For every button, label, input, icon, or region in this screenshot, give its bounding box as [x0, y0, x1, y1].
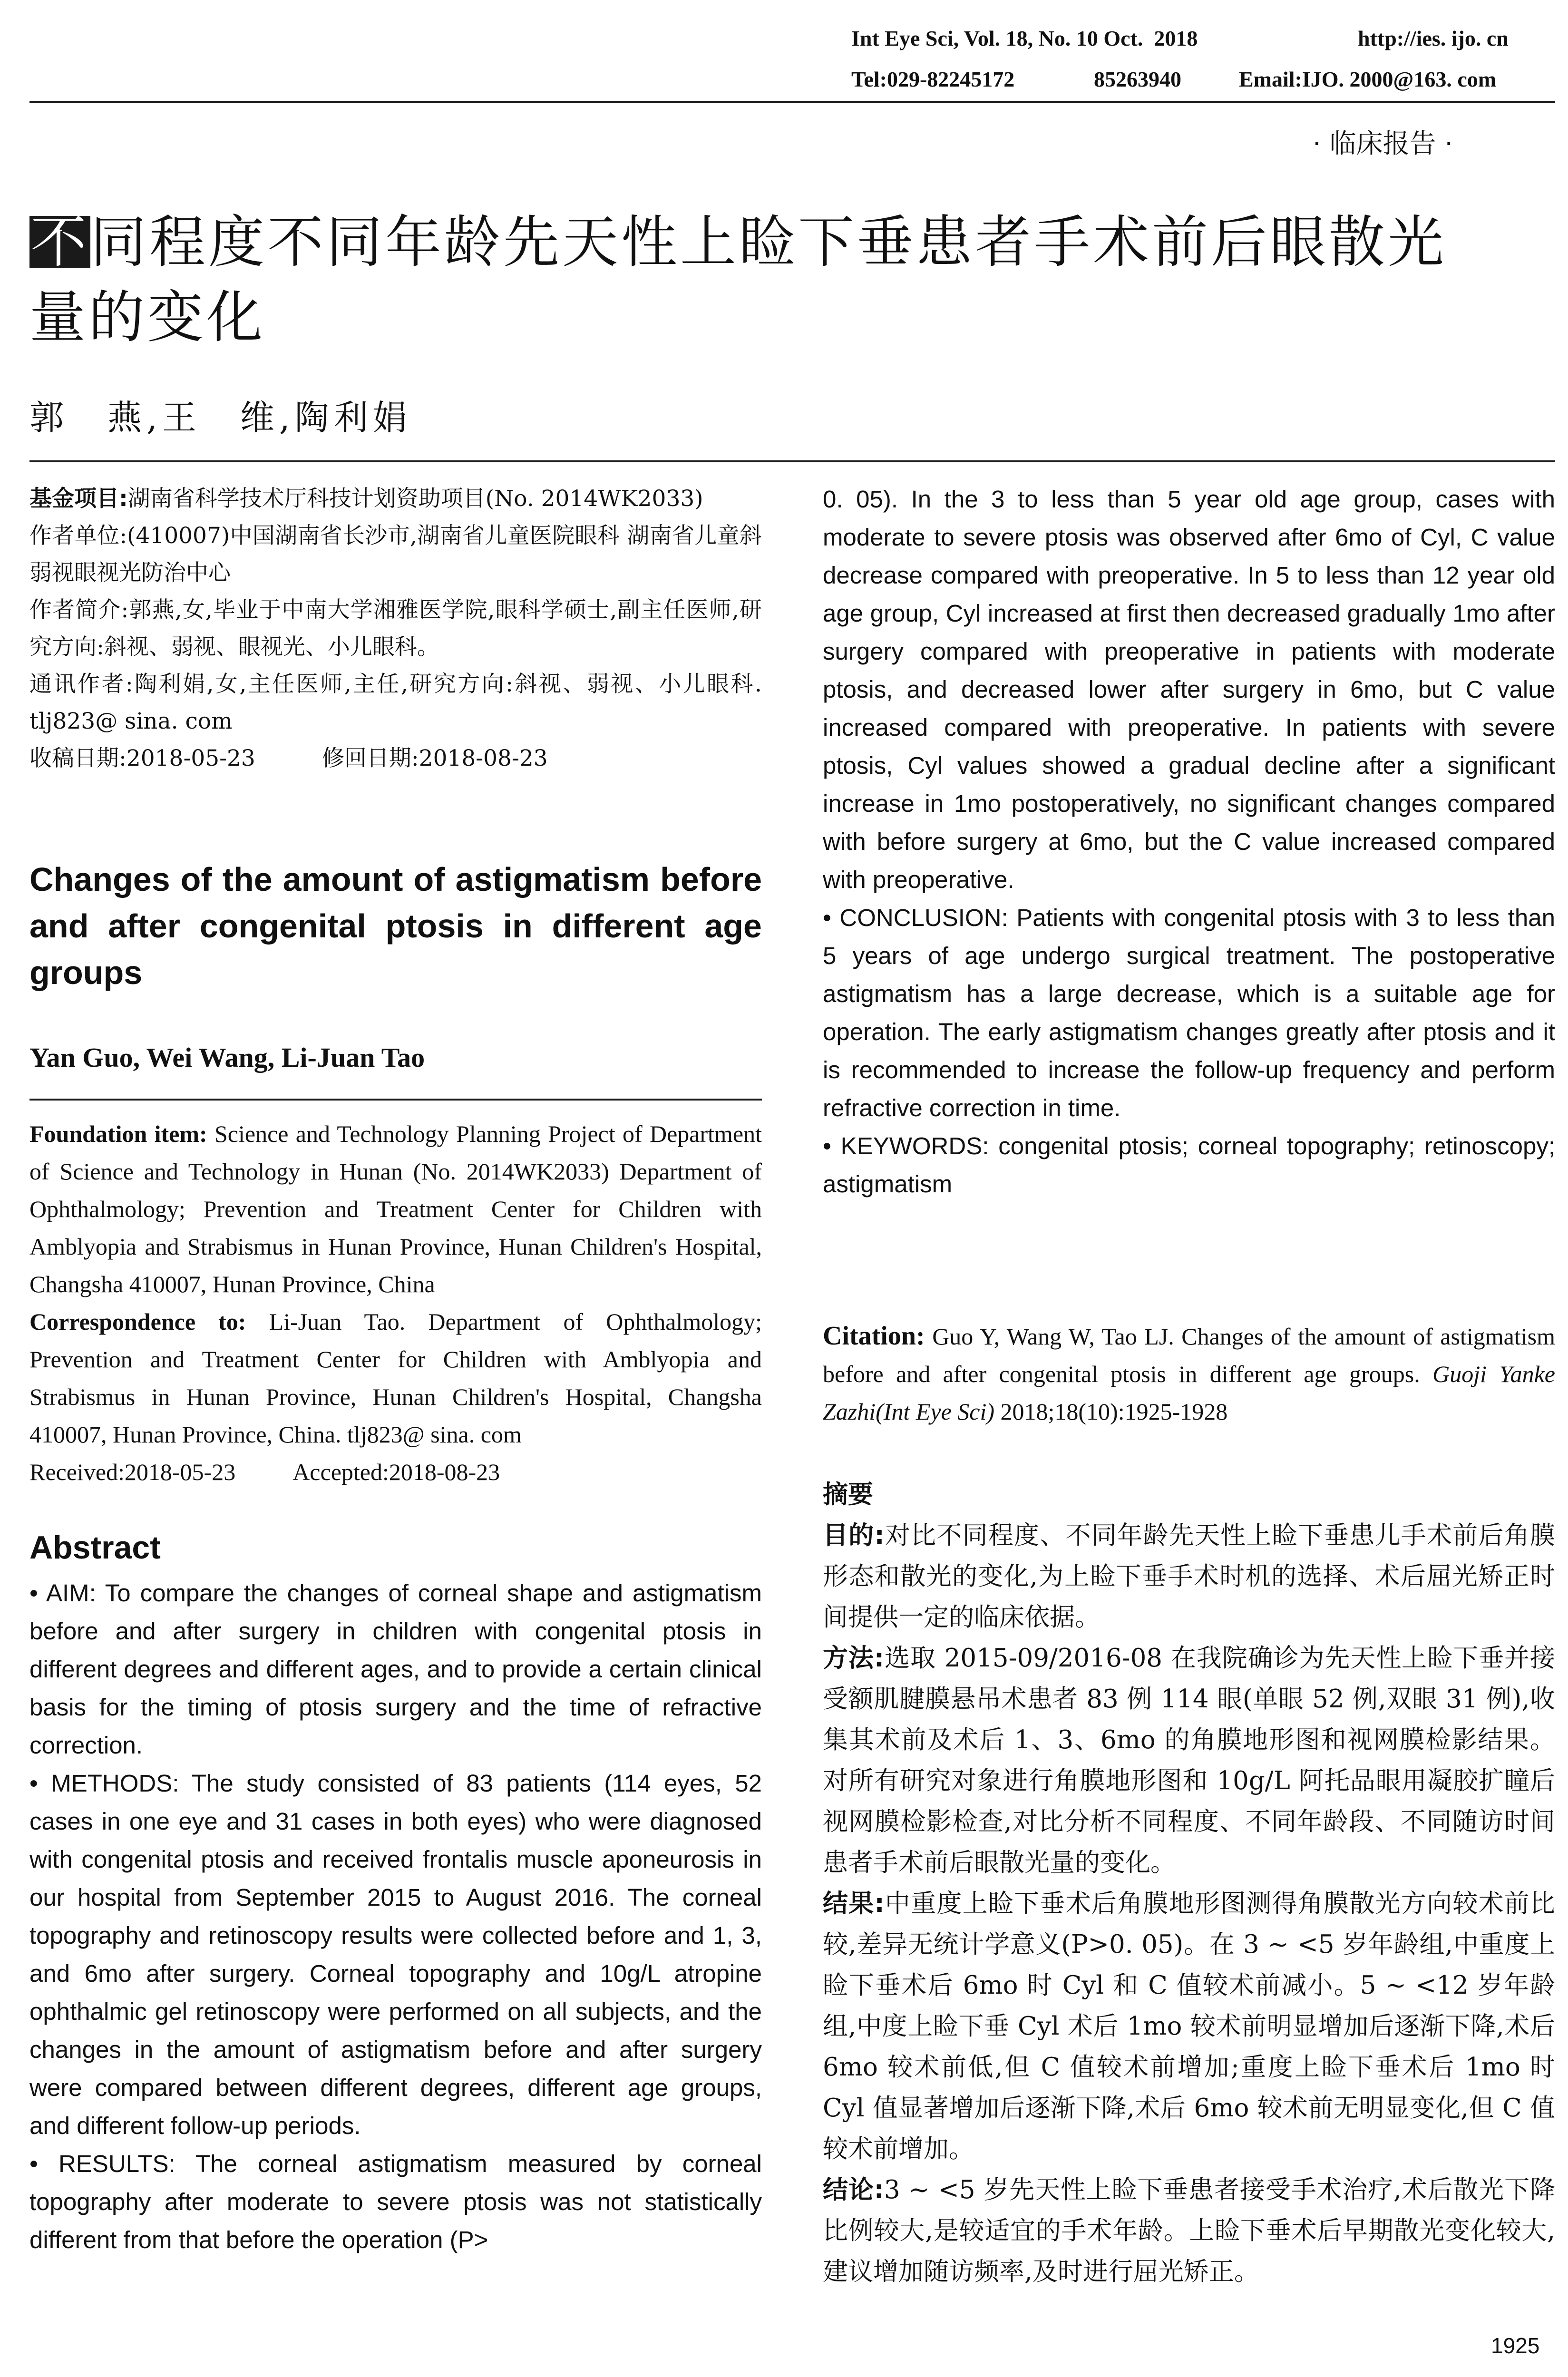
cn-abstract-heading: 摘要	[823, 1480, 873, 1509]
cn-results-text: 中重度上睑下垂术后角膜地形图测得角膜散光方向较术前比较,差异无统计学意义(P>0. 05)。在 3 ~ <5 岁年龄组,中重度上睑下垂术后 6mo 时 Cyl 和 C 值较术前减小。5 ~ <12 岁年龄组,中度上睑下垂 Cyl 术后 1mo 较术前明显增加后逐渐下降,术后 6mo 较术前低,但 C 值较术前增加;重度上睑下垂术后 1mo 时 Cyl 值显著增加后逐渐下降,术后 6mo 较术前无明显变化,但 C 值较术前增加。	[823, 1889, 1555, 2163]
methods-label: • METHODS:	[29, 1770, 179, 1797]
article-title-cn	[29, 205, 1556, 355]
foundation-text: Science and Technology Planning Project of Department of Science and Technology in Hunan (No. 2014WK2033) Department of Ophthalmology; Prevention and Treatment Center for Children with Amblyopia and Strabismus in Hunan Province, Hunan Children's Hospital, Changsha 410007, Hunan Province, China	[29, 1120, 762, 1297]
cn-aim-text: 对比不同程度、不同年龄先天性上睑下垂患儿手术前后角膜形态和散光的变化,为上睑下垂手术时机的选择、术后屈光矫正时间提供一定的临床依据。	[823, 1521, 1555, 1632]
methods-text: The study consisted of 83 patients (114 eyes, 52 cases in one eye and 31 cases in both eyes) who were diagnosed with congenital ptosis and received frontalis muscle aponeurosis in our hospital from September 2015 to August 2016. The corneal topography and retinoscopy results were collected before and 1, 3, and 6mo after surgery. Corneal topography and 10g/L atropine ophthalmic gel retinoscopy were performed on all subjects, and the changes in the amount of astigmatism before and after surgery were compared between different degrees, different age groups, and different follow-up periods.	[29, 1770, 762, 2139]
keywords-label: • KEYWORDS:	[823, 1132, 989, 1159]
funding-block-cn	[29, 480, 762, 777]
citation-label: Citation:	[823, 1321, 925, 1351]
article-title-en: Changes of the amount of astigmatism before and after congenital ptosis in different age groups	[29, 861, 762, 991]
journal-tel-2: 85263940	[1094, 67, 1181, 91]
journal-tel: Tel:029-82245172	[851, 67, 1015, 91]
authors-rule	[29, 1099, 762, 1101]
abstract-heading: Abstract	[29, 1529, 161, 1566]
correspondence-label: Correspondence to:	[29, 1308, 246, 1335]
conclusion-text: Patients with congenital ptosis with 3 to less than 5 years of age undergo surgical treatment. The postoperative astigmatism has a large decrease, which is a suitable age for operation. The early astigmatism changes greatly after ptosis and it is recommended to increase the follow-up frequency and perform refractive correction in time.	[823, 904, 1555, 1121]
citation-text: Guo Y, Wang W, Tao LJ. Changes of the amount of astigmatism before and after congenital ptosis in different age groups.	[823, 1323, 1556, 1387]
aim-label: • AIM:	[29, 1579, 96, 1607]
bio-text: 郭燕,女,毕业于中南大学湘雅医学院,眼科学硕士,副主任医师,研究方向:斜视、弱视、眼视光、小儿眼科。	[29, 597, 762, 660]
abstract-right	[823, 480, 1555, 1203]
cn-methods-label: 方法:	[823, 1644, 885, 1673]
cn-conclusion-label: 结论:	[823, 2175, 884, 2204]
corr-label: 通讯作者:	[29, 671, 133, 697]
received-cn: 收稿日期:2018-05-23	[29, 745, 255, 771]
affil-text: (410007)中国湖南省长沙市,湖南省儿童医院眼科 湖南省儿童斜弱视眼视光防治中心	[29, 523, 762, 586]
title-first-char: 不	[30, 209, 90, 275]
citation-rest: 2018;18(10):1925-1928	[1000, 1398, 1228, 1425]
results-label: • RESULTS:	[29, 2150, 175, 2177]
journal-url[interactable]: http://ies. ijo. cn	[1358, 26, 1509, 50]
received-en: Received:2018-05-23	[29, 1459, 236, 1485]
revised-cn: 修回日期:2018-08-23	[321, 745, 548, 771]
abstract-cn	[823, 1474, 1555, 2292]
citation-block	[823, 1317, 1555, 1431]
foundation-label: Foundation item:	[29, 1120, 207, 1147]
page-number: 1925	[1491, 2333, 1540, 2358]
correspondence-text: Li-Juan Tao. Department of Ophthalmology; Prevention and Treatment Center for Children with Amblyopia and Strabismus in Hunan Province, Hunan Children's Hospital, Changsha 410007, Hunan Province, China. tlj823@ sina. com	[29, 1308, 762, 1448]
authors-cn: 郭 燕,王 维,陶利娟	[29, 398, 412, 438]
title-line1: 同程度不同年龄先天性上睑下垂患者手术前后眼散光	[90, 209, 1447, 275]
corr-text: 陶利娟,女,主任医师,主任,研究方向:斜视、弱视、小儿眼科. tlj823@ sina. com	[29, 671, 762, 734]
aim-text: To compare the changes of corneal shape and astigmatism before and after surgery in children with congenital ptosis in different degrees and different ages, and to provide a certain clinical basis for the timing of ptosis surgery and the time of refractive correction.	[29, 1579, 762, 1759]
title-rule	[29, 460, 1555, 462]
abstract-left	[29, 1574, 762, 2259]
section-label: · 临床报告 ·	[1313, 128, 1453, 159]
cn-aim-label: 目的:	[823, 1521, 885, 1550]
header-rule	[29, 101, 1555, 103]
fund-text: 湖南省科学技术厅科技计划资助项目(No. 2014WK2033)	[127, 486, 703, 512]
fund-label: 基金项目:	[29, 486, 128, 512]
keywords-text: congenital ptosis; corneal topography; retinoscopy; astigmatism	[823, 1132, 1556, 1198]
results-text-left: The corneal astigmatism measured by corneal topography after moderate to severe ptosis was not statistically different from that before the operation (P>	[29, 2150, 762, 2253]
bio-label: 作者简介:	[29, 597, 129, 623]
conclusion-label: • CONCLUSION:	[823, 904, 1008, 931]
citation-journal: Guoji Yanke Zazhi(Int Eye Sci)	[823, 1361, 1556, 1425]
cn-conclusion-text: 3 ~ <5 岁先天性上睑下垂患者接受手术治疗,术后散光下降比例较大,是较适宜的手术年龄。上睑下垂术后早期散光变化较大,建议增加随访频率,及时进行屈光矫正。	[823, 2175, 1555, 2286]
cn-methods-text: 选取 2015-09/2016-08 在我院确诊为先天性上睑下垂并接受额肌腱膜悬吊术患者 83 例 114 眼(单眼 52 例,双眼 31 例),收集其术前及术后 1、3、6mo 的角膜地形图和视网膜检影结果。对所有研究对象进行角膜地形图和 10g/L 阿托品眼用凝胶扩瞳后视网膜检影检查,对比分析不同程度、不同年龄段、不同随访时间患者手术前后眼散光量的变化。	[823, 1644, 1556, 1877]
accepted-en: Accepted:2018-08-23	[292, 1459, 500, 1485]
authors-en: Yan Guo, Wei Wang, Li-Juan Tao	[29, 1042, 425, 1073]
affil-label: 作者单位:	[29, 523, 127, 549]
foundation-block-en	[29, 1115, 762, 1491]
title-line2: 量的变化	[29, 284, 266, 350]
cn-results-label: 结果:	[823, 1889, 885, 1918]
journal-email[interactable]: Email:IJO. 2000@163. com	[1239, 67, 1497, 91]
results-text-right: 0. 05). In the 3 to less than 5 year old age group, cases with moderate to severe ptosis was observed after 6mo of Cyl, C value decrease compared with preoperative. In 5 to less than 12 year old age group, Cyl increased at first then decreased gradually 1mo after surgery compared with preoperative in patients with moderate ptosis, and decreased lower after surgery in 6mo, but C value increased compared with preoperative. In patients with severe ptosis, Cyl values showed a gradual decline after a significant increase in 1mo postoperatively, no significant changes compared with before surgery at 6mo, but the C value increased compared with preoperative.	[823, 486, 1555, 893]
journal-citation-header: Int Eye Sci, Vol. 18, No. 10 Oct. 2018	[851, 26, 1198, 50]
